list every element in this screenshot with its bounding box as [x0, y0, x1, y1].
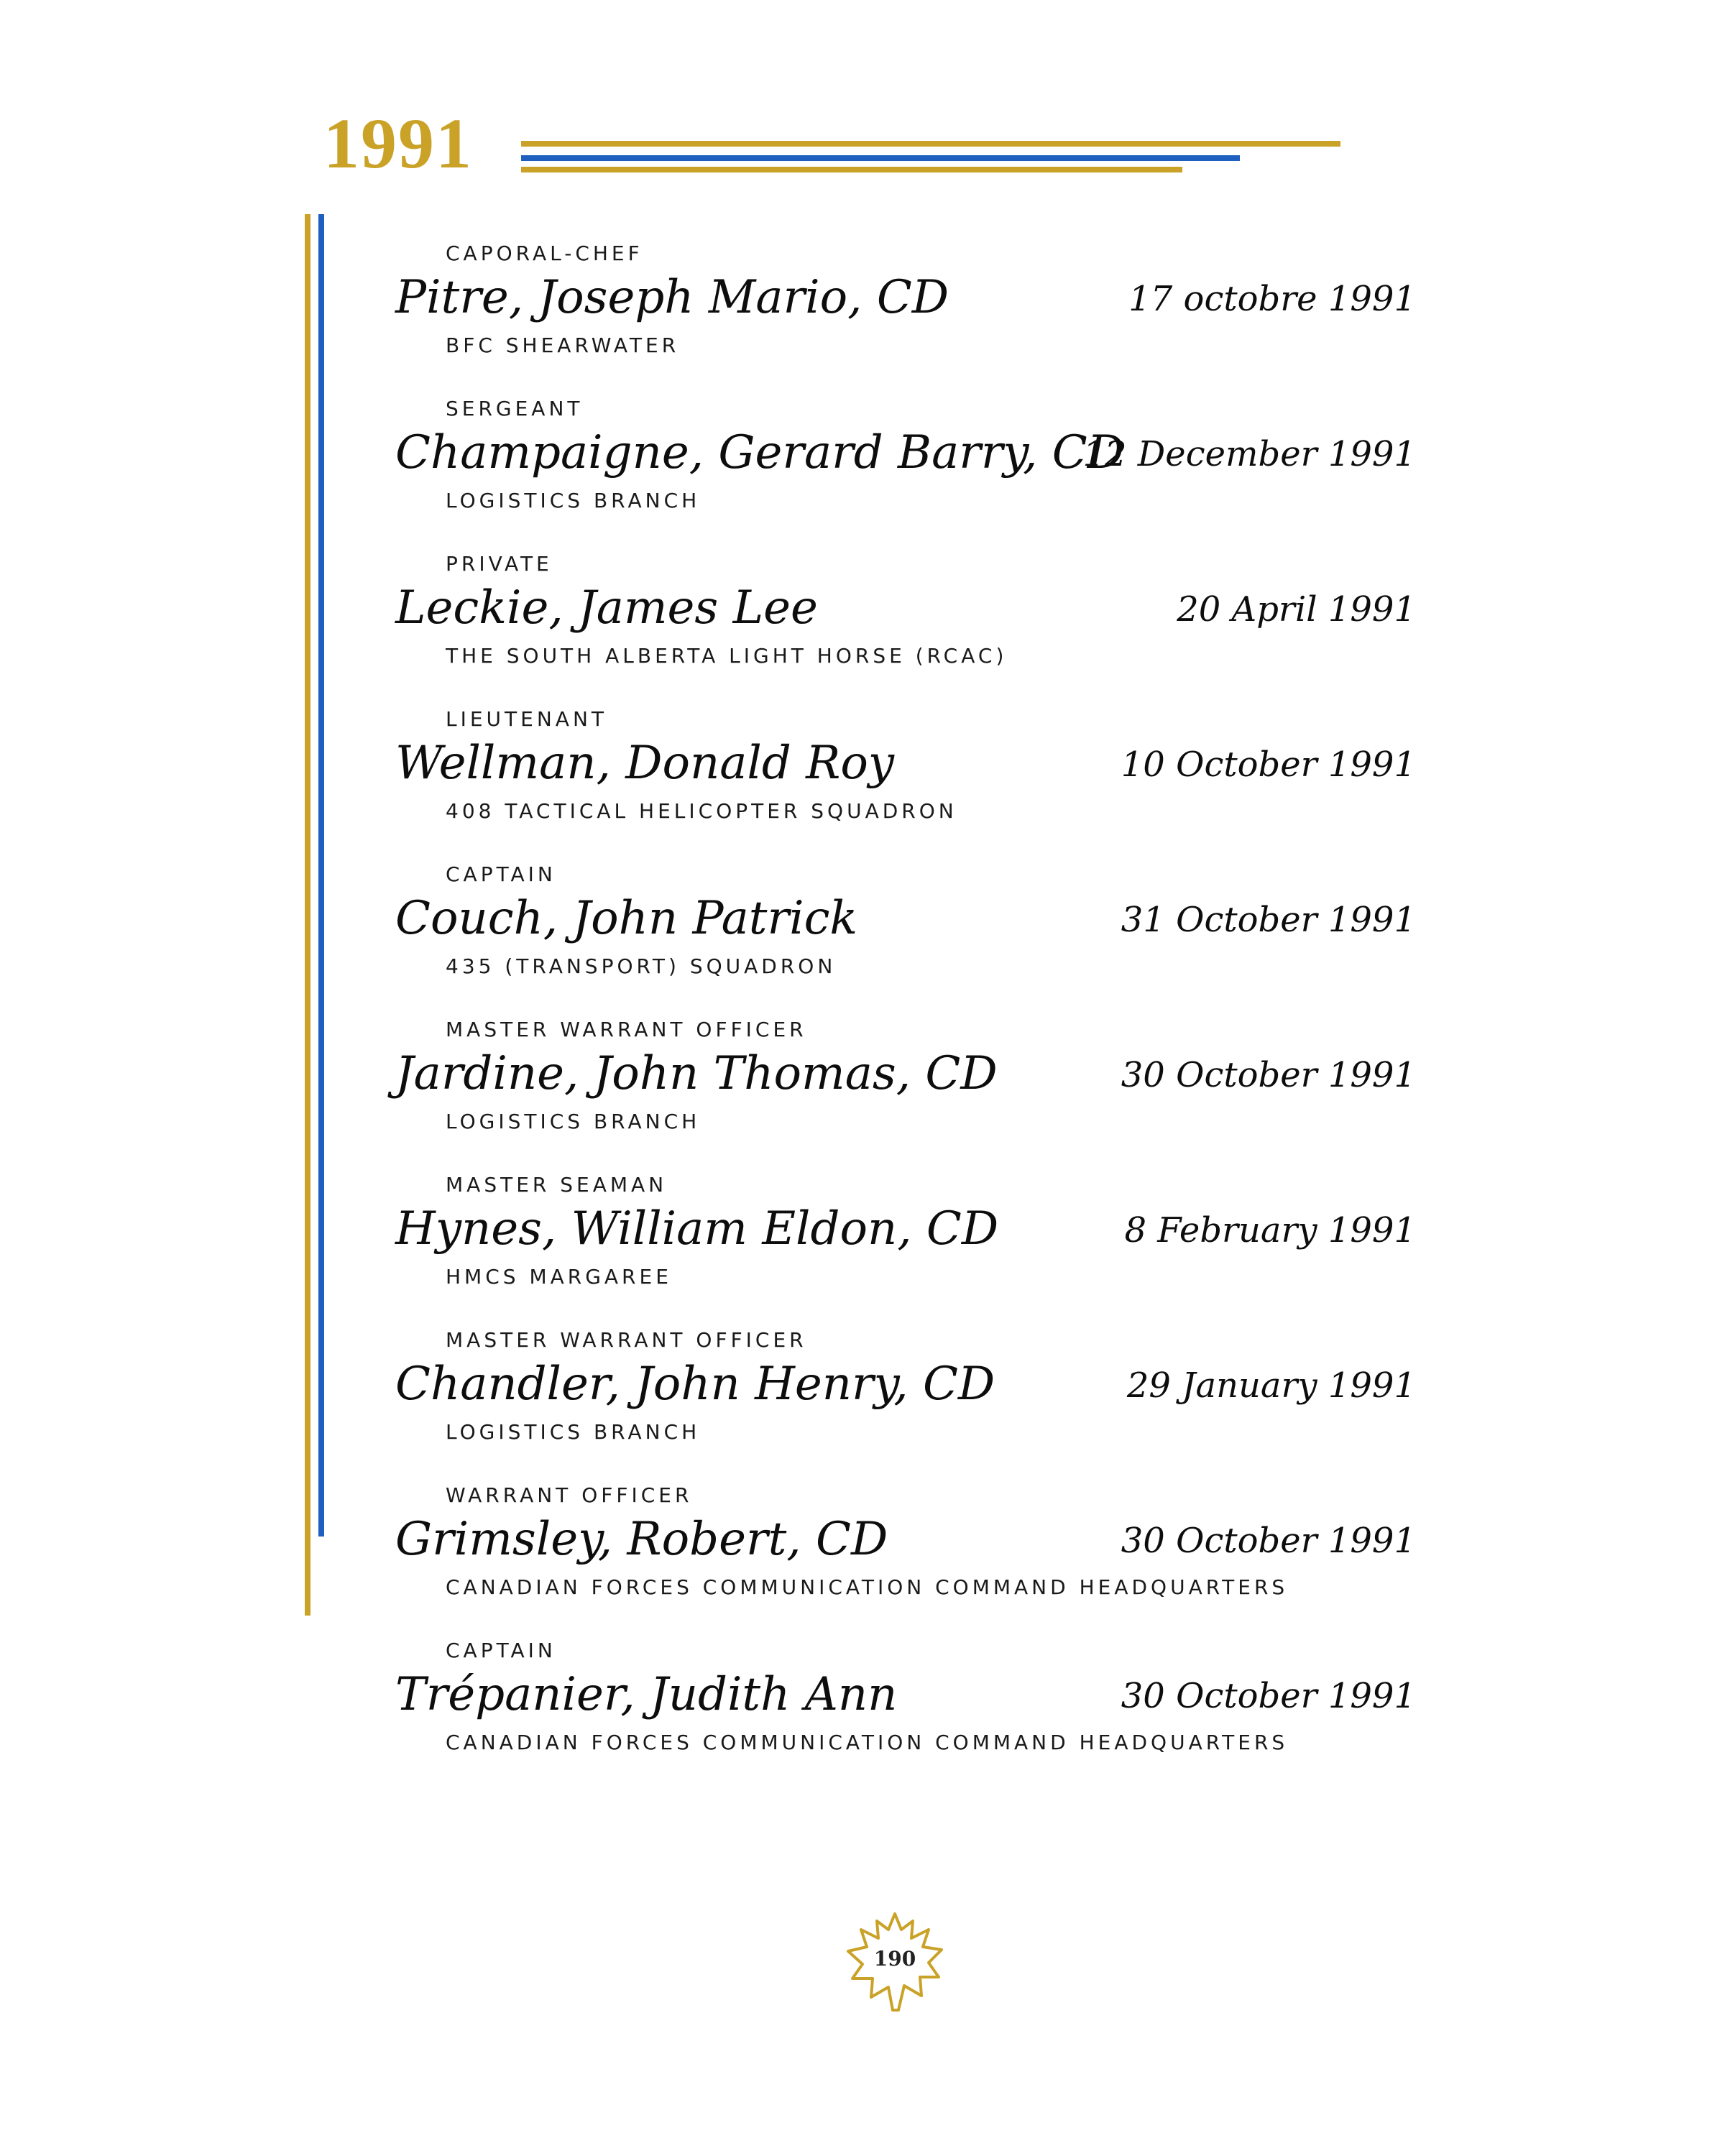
roll-entry	[395, 707, 1416, 851]
entry-name: Pitre, Joseph Mario, CD	[395, 271, 949, 324]
entry-name: Grimsley, Robert, CD	[395, 1513, 888, 1566]
entry-date: 12 December 1991	[1082, 434, 1416, 474]
roll-entry	[395, 1483, 1416, 1627]
roll-entry	[395, 552, 1416, 696]
page-footer	[841, 1908, 949, 2016]
entry-name: Wellman, Donald Roy	[395, 737, 894, 790]
entry-name: Hynes, William Eldon, CD	[395, 1202, 999, 1256]
entry-name: Chandler, John Henry, CD	[395, 1358, 995, 1411]
entry-rank: SERGEANT	[446, 397, 584, 420]
entry-unit: 408 TACTICAL HELICOPTER SQUADRON	[446, 799, 957, 823]
roll-entry	[395, 1018, 1416, 1161]
entry-rank: CAPTAIN	[446, 862, 556, 886]
margin-rule-blue	[318, 214, 324, 1537]
margin-rule-gold	[305, 214, 310, 1616]
entry-unit: HMCS MARGAREE	[446, 1265, 672, 1289]
header-rule-gold-upper	[521, 141, 1340, 147]
entry-date: 30 October 1991	[1121, 1676, 1416, 1716]
entry-unit: LOGISTICS BRANCH	[446, 489, 701, 512]
entry-rank: LIEUTENANT	[446, 707, 607, 731]
entry-unit: LOGISTICS BRANCH	[446, 1110, 701, 1133]
entry-unit: LOGISTICS BRANCH	[446, 1420, 701, 1444]
entry-unit: THE SOUTH ALBERTA LIGHT HORSE (RCAC)	[446, 644, 1008, 668]
entry-date: 17 octobre 1991	[1128, 279, 1416, 319]
entry-name: Couch, John Patrick	[395, 892, 858, 945]
entry-date: 10 October 1991	[1121, 745, 1416, 785]
entry-date: 8 February 1991	[1124, 1210, 1416, 1250]
roll-entry	[395, 241, 1416, 385]
entry-name: Champaigne, Gerard Barry, CD	[395, 426, 1125, 479]
header-rule-blue	[521, 155, 1240, 161]
roll-entry	[395, 397, 1416, 540]
entry-date: 29 January 1991	[1126, 1365, 1416, 1406]
entry-name: Trépanier, Judith Ann	[395, 1668, 898, 1721]
entry-rank: WARRANT OFFICER	[446, 1483, 693, 1507]
entry-rank: MASTER SEAMAN	[446, 1173, 668, 1197]
entry-name: Jardine, John Thomas, CD	[395, 1047, 998, 1100]
entry-unit: 435 (TRANSPORT) SQUADRON	[446, 954, 837, 978]
entry-rank: CAPORAL-CHEF	[446, 241, 643, 265]
page-number: 190	[873, 1947, 916, 1971]
entry-name: Leckie, James Lee	[395, 581, 818, 635]
roll-entry	[395, 1328, 1416, 1472]
entry-rank: CAPTAIN	[446, 1639, 556, 1662]
year-heading: 1991	[323, 103, 473, 183]
entry-rank: PRIVATE	[446, 552, 553, 576]
header-rule-gold-lower	[521, 167, 1182, 172]
entry-rank: MASTER WARRANT OFFICER	[446, 1328, 807, 1352]
entry-rank: MASTER WARRANT OFFICER	[446, 1018, 807, 1041]
entry-unit: BFC SHEARWATER	[446, 333, 680, 357]
roll-entry	[395, 1639, 1416, 1782]
entry-unit: CANADIAN FORCES COMMUNICATION COMMAND HEADQUARTERS	[446, 1731, 1289, 1754]
entry-date: 20 April 1991	[1177, 589, 1416, 630]
entry-date: 31 October 1991	[1121, 900, 1416, 940]
roll-entry	[395, 1173, 1416, 1317]
entry-date: 30 October 1991	[1121, 1055, 1416, 1095]
roll-entry	[395, 862, 1416, 1006]
entry-unit: CANADIAN FORCES COMMUNICATION COMMAND HEADQUARTERS	[446, 1575, 1289, 1599]
entry-date: 30 October 1991	[1121, 1521, 1416, 1561]
